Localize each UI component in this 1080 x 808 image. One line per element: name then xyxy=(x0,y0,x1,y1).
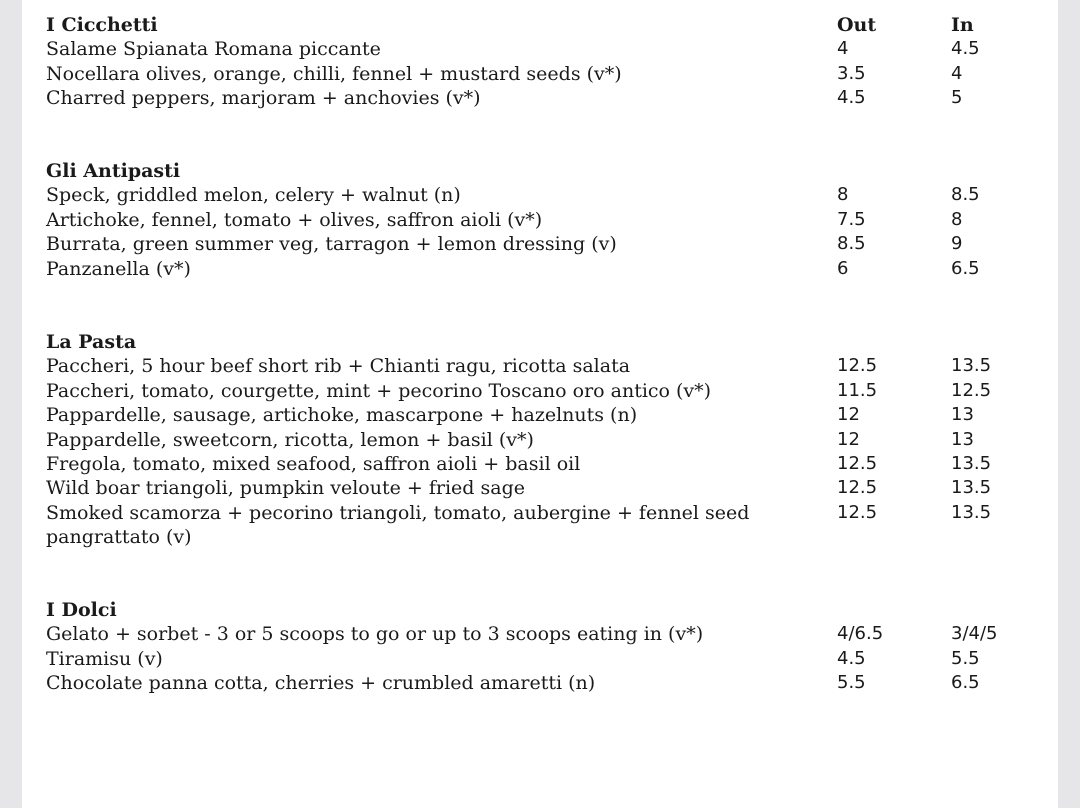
column-header-in: In xyxy=(951,14,974,36)
item-name: Artichoke, fennel, tomato + olives, saffron aioli (v*) xyxy=(46,208,543,231)
item-name: Fregola, tomato, mixed seafood, saffron aioli + basil oil xyxy=(46,452,581,475)
item-name: Paccheri, 5 hour beef short rib + Chianti ragu, ricotta salata xyxy=(46,355,631,378)
menu-section-pasta xyxy=(46,330,1046,550)
item-price-out: 5.5 xyxy=(837,672,866,694)
item-name: Nocellara olives, orange, chilli, fennel + mustard seeds (v*) xyxy=(46,62,622,85)
menu-item xyxy=(46,403,1046,427)
section-title: Gli Antipasti xyxy=(46,160,181,182)
menu-item xyxy=(46,62,1046,86)
menu-item xyxy=(46,647,1046,671)
item-name: Panzanella (v*) xyxy=(46,257,191,280)
menu-item xyxy=(46,671,1046,695)
item-price-out: 4/6.5 xyxy=(837,623,884,645)
item-name: Wild boar triangoli, pumpkin veloute + fried sage xyxy=(46,477,525,500)
item-name: Pappardelle, sausage, artichoke, mascarpone + hazelnuts (n) xyxy=(46,404,638,427)
menu-item xyxy=(46,379,1046,403)
menu-item xyxy=(46,501,1046,525)
menu-item xyxy=(46,476,1046,500)
item-price-in: 4.5 xyxy=(951,38,980,60)
menu-item xyxy=(46,354,1046,378)
menu-item xyxy=(46,183,1046,207)
item-price-out: 11.5 xyxy=(837,379,878,401)
item-price-out: 12.5 xyxy=(837,355,878,377)
item-price-in: 3/4/5 xyxy=(951,623,998,645)
item-name: Smoked scamorza + pecorino triangoli, tomato, aubergine + fennel seed xyxy=(46,501,750,524)
menu-section-cicchetti xyxy=(46,13,1046,111)
item-price-out: 12 xyxy=(837,404,860,426)
section-header xyxy=(46,159,1046,183)
menu-item xyxy=(46,232,1046,256)
section-header xyxy=(46,13,1046,37)
item-price-in: 9 xyxy=(951,233,963,255)
item-name: Burrata, green summer veg, tarragon + lemon dressing (v) xyxy=(46,233,617,256)
item-name: Gelato + sorbet - 3 or 5 scoops to go or up to 3 scoops eating in (v*) xyxy=(46,623,704,646)
item-name: Pappardelle, sweetcorn, ricotta, lemon + basil (v*) xyxy=(46,428,534,451)
section-title: I Dolci xyxy=(46,599,117,621)
section-header xyxy=(46,598,1046,622)
item-name: Tiramisu (v) xyxy=(46,647,163,670)
item-price-out: 7.5 xyxy=(837,208,866,230)
menu-item xyxy=(46,452,1046,476)
item-price-out: 4 xyxy=(837,38,849,60)
menu-page xyxy=(22,0,1058,808)
item-name: Paccheri, tomato, courgette, mint + pecorino Toscano oro antico (v*) xyxy=(46,379,712,402)
section-header xyxy=(46,330,1046,354)
menu-item xyxy=(46,257,1046,281)
item-price-in: 12.5 xyxy=(951,379,992,401)
item-name: Chocolate panna cotta, cherries + crumbled amaretti (n) xyxy=(46,672,596,695)
menu-item xyxy=(46,86,1046,110)
item-price-out: 6 xyxy=(837,257,849,279)
item-price-out: 4.5 xyxy=(837,647,866,669)
menu-item-continuation xyxy=(46,525,1046,549)
item-name: Salame Spianata Romana piccante xyxy=(46,38,381,61)
item-price-out: 4.5 xyxy=(837,87,866,109)
menu-item xyxy=(46,622,1046,646)
item-price-in: 4 xyxy=(951,62,963,84)
item-price-in: 6.5 xyxy=(951,257,980,279)
item-name: Speck, griddled melon, celery + walnut (n) xyxy=(46,184,461,207)
item-price-out: 12.5 xyxy=(837,452,878,474)
item-price-in: 6.5 xyxy=(951,672,980,694)
item-name-line2: pangrattato (v) xyxy=(46,526,192,549)
item-price-in: 8.5 xyxy=(951,184,980,206)
item-price-out: 12.5 xyxy=(837,501,878,523)
item-price-in: 13.5 xyxy=(951,355,992,377)
item-price-out: 12 xyxy=(837,428,860,450)
item-price-in: 5 xyxy=(951,87,963,109)
item-price-out: 8 xyxy=(837,184,849,206)
menu-item xyxy=(46,428,1046,452)
item-price-in: 13 xyxy=(951,428,974,450)
section-title: La Pasta xyxy=(46,331,137,353)
item-price-in: 5.5 xyxy=(951,647,980,669)
menu-item xyxy=(46,37,1046,61)
item-price-in: 8 xyxy=(951,208,963,230)
menu-section-antipasti xyxy=(46,159,1046,281)
item-price-in: 13.5 xyxy=(951,452,992,474)
column-header-out: Out xyxy=(837,14,877,36)
item-price-out: 8.5 xyxy=(837,233,866,255)
item-price-in: 13 xyxy=(951,404,974,426)
menu-item xyxy=(46,208,1046,232)
item-price-out: 12.5 xyxy=(837,477,878,499)
item-price-out: 3.5 xyxy=(837,62,866,84)
item-name: Charred peppers, marjoram + anchovies (v*) xyxy=(46,87,481,110)
item-price-in: 13.5 xyxy=(951,501,992,523)
section-title: I Cicchetti xyxy=(46,14,158,36)
menu-section-dolci xyxy=(46,598,1046,696)
item-price-in: 13.5 xyxy=(951,477,992,499)
